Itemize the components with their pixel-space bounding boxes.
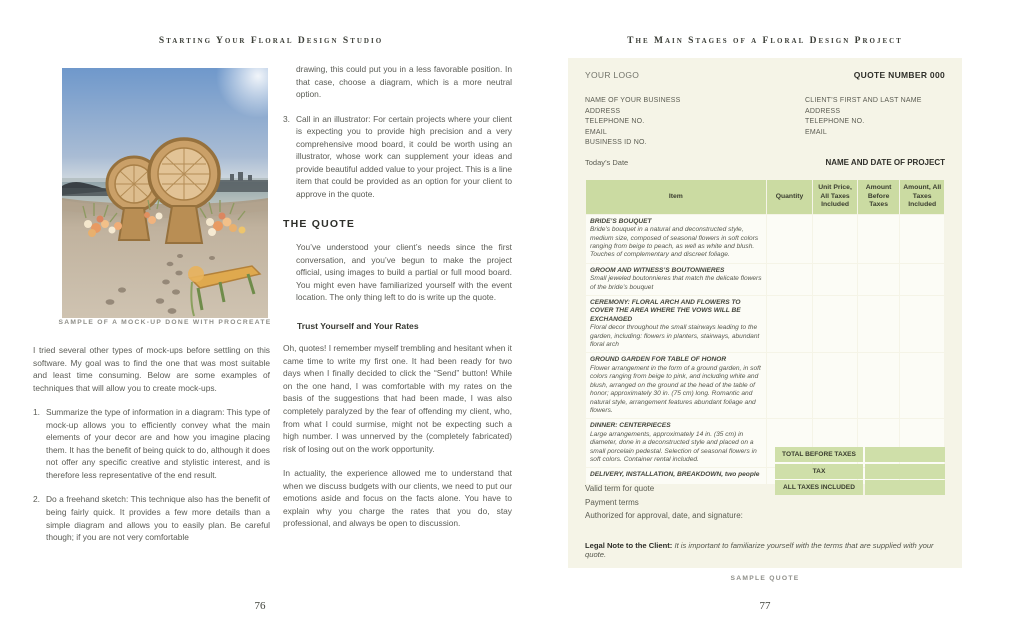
client-line: TELEPHONE NO. (805, 118, 865, 125)
left-page-column-2 (283, 63, 512, 542)
list-number: 3. (283, 113, 290, 124)
quote-items-table (585, 179, 945, 485)
total-label: ALL TAXES INCLUDED (775, 480, 863, 495)
right-running-head: The Main Stages of a Floral Design Project (627, 36, 903, 46)
item-title: BRIDE’S BOUQUET (590, 217, 652, 225)
item-title: GROOM AND WITNESS’S BOUTONNIERES (590, 266, 725, 274)
total-value (865, 464, 946, 479)
photo-caption: SAMPLE OF A MOCK-UP DONE WITH PROCREATE (58, 319, 272, 326)
header-item: Item (586, 180, 766, 214)
total-value (865, 480, 946, 495)
totals-block (775, 447, 945, 497)
item-title: CEREMONY: FLORAL ARCH AND FLOWERS TO COVER THE AREA WHERE THE VOWS WILL BE EXCHANGED (590, 299, 741, 323)
business-line: BUSINESS ID NO. (585, 139, 647, 146)
legal-note-text: It is important to familiarize yourself with the terms that are supplied with your quote. (585, 541, 934, 559)
date-project-row (585, 158, 945, 167)
business-line: EMAIL (585, 128, 608, 136)
list-text: Summarize the type of information in a diagram: This type of mock-up allows you to efficiently convey what the main elements of your decor are and how you imagine placing them. It has the benefit of being quick to do, although it does not offer any specific creative and stylistic interest, and is therefore less representative of the end result. (46, 407, 270, 480)
total-label: TAX (775, 464, 863, 479)
legal-note-label: Legal Note to the Client: (585, 541, 673, 550)
beach-mockup-photo (62, 68, 268, 318)
left-page-column-1 (33, 344, 270, 556)
table-header-row (586, 180, 944, 214)
all-taxes-included-row (775, 480, 945, 495)
quote-header-row (585, 70, 945, 80)
table-row (586, 296, 944, 352)
list-text: Call in an illustrator: For certain projects where your client is expecting you to provide high precision and a very comprehensive mood board, it could be worth using an illustrator, whose work can supplement your ideas and provide beautiful added value to your project. This is a line item that could be provided as an option for your client to approve in the quote. (296, 113, 512, 199)
business-line: NAME OF YOUR BUSINESS (585, 97, 681, 104)
subheading-trust-yourself: Trust Yourself and Your Rates (297, 320, 419, 331)
intro-paragraph: I tried several other types of mock-ups before settling on this software. My goal was to find the one that was most suitable and least time consuming. Below are some examples of techniques that will allow you to create mock-ups. (33, 345, 270, 393)
header-quantity: Quantity (767, 180, 813, 214)
business-line: TELEPHONE NO. (585, 118, 645, 125)
item-description: Small jeweled boutonnieres that match the delicate flowers of the bride’s bouquet (590, 275, 762, 291)
list-item-1 (33, 406, 270, 481)
todays-date-label: Today’s Date (585, 158, 629, 167)
header-unit-price: Unit Price, All Taxes Included (813, 180, 857, 214)
list-item-2 (33, 493, 270, 543)
item-description: Flower arrangement in the form of a ground garden, in soft colors ranging from beige to pink, and including white and blush, arranged on the ground at the head of the table of honor; approximately 30 in. (75 cm) long. Romantic and natural style, arrangement features abundant foliage and flowers. (590, 364, 761, 414)
section-heading-the-quote: THE QUOTE (283, 218, 356, 231)
business-info-block (585, 96, 680, 149)
item-description: Large arrangements, approximately 14 in. (35 cm) in diameter, done in a deconstructed style and placed on a small porcelain pedestal. Selection of seasonal flowers in soft colors. Container rental included. (590, 430, 757, 463)
list-text: Do a freehand sketch: This technique also has the benefit of being fairly quick. It provides a few more details than a simple diagram and allows you to easily plan. Be careful though; if you are not very comfortable (46, 494, 270, 543)
rates-paragraph-2: In actuality, the experience allowed me to understand that when we discuss budgets with our clients, we need to put our emotions aside and focus on the facts alone. You have to explain why you charge the rates that you do, stay professional, and always be open to discussion. (283, 468, 512, 529)
client-line: CLIENT’S FIRST AND LAST NAME (805, 97, 922, 104)
sample-quote-caption: SAMPLE QUOTE (730, 575, 800, 582)
list-number: 2. (33, 494, 40, 505)
list-number: 1. (33, 407, 40, 418)
client-line: EMAIL (805, 128, 828, 136)
total-before-taxes-row (775, 447, 945, 462)
left-running-head: Starting Your Floral Design Studio (158, 36, 384, 46)
item-description: Floral decor throughout the small stairways leading to the garden, including: flowers in planters, stairways, abundant floral arch (590, 324, 760, 349)
sample-quote-sheet (568, 58, 962, 568)
header-amount-all-taxes: Amount, All Taxes Included (900, 180, 944, 214)
table-row (586, 215, 944, 263)
quote-intro-paragraph: You’ve understood your client’s needs since the first conversation, and you’ve begun to make the project official, using images to build a partial or full mood board. You might even have familiarized yourself with the event location. The only thing left to do is write up the quote. (296, 242, 512, 303)
item-title: GROUND GARDEN FOR TABLE OF HONOR (590, 356, 727, 364)
quote-number: QUOTE NUMBER 000 (853, 70, 945, 80)
client-line: ADDRESS (805, 107, 841, 115)
left-page-number: 76 (254, 600, 266, 612)
legal-note (585, 541, 945, 559)
terms-block (585, 482, 743, 523)
client-info-block (805, 96, 922, 138)
table-row (586, 264, 944, 295)
terms-line: Authorized for approval, date, and signature: (585, 511, 743, 520)
total-value (865, 447, 946, 462)
continued-paragraph: drawing, this could put you in a less favorable position. In that case, choose a diagram, which is a more neutral option. (296, 64, 512, 100)
total-label: TOTAL BEFORE TAXES (775, 447, 863, 462)
project-name-date-label: NAME AND DATE OF PROJECT (825, 158, 945, 167)
terms-line: Payment terms (585, 497, 639, 507)
header-amount-before-taxes: Amount Before Taxes (858, 180, 900, 214)
beach-photo-illustration (62, 68, 268, 318)
tax-row (775, 464, 945, 479)
your-logo-placeholder: YOUR LOGO (585, 70, 640, 80)
business-line: ADDRESS (585, 107, 621, 115)
table-row (586, 353, 944, 418)
rates-paragraph-1: Oh, quotes! I remember myself trembling and hesitant when it came time to write my first one. It had been ready for two days when I finally decided to click the “Send” button! While on the one hand, I was comfortable with my rates on the basis of the suggestions that had been made, I was also completely paralyzed by the fear of offending my client, who, from what I could surmise, might not be expecting such a high number. I was unnerved by the (completely fabricated) risk of losing out on the work opportunity. (283, 343, 512, 454)
item-title: DINNER: CENTERPIECES (590, 422, 671, 430)
item-description: Bride’s bouquet in a natural and deconstructed style, medium size, composed of seasonal flowers in soft colors ranging from beige to peach, as well as white and blush. Touches of complementary and discreet foliage. (590, 226, 759, 259)
right-page-number: 77 (759, 600, 771, 612)
item-title: DELIVERY, INSTALLATION, BREAKDOWN, two people (590, 471, 760, 479)
list-item-3 (283, 113, 512, 201)
terms-line: Valid term for quote (585, 484, 655, 493)
